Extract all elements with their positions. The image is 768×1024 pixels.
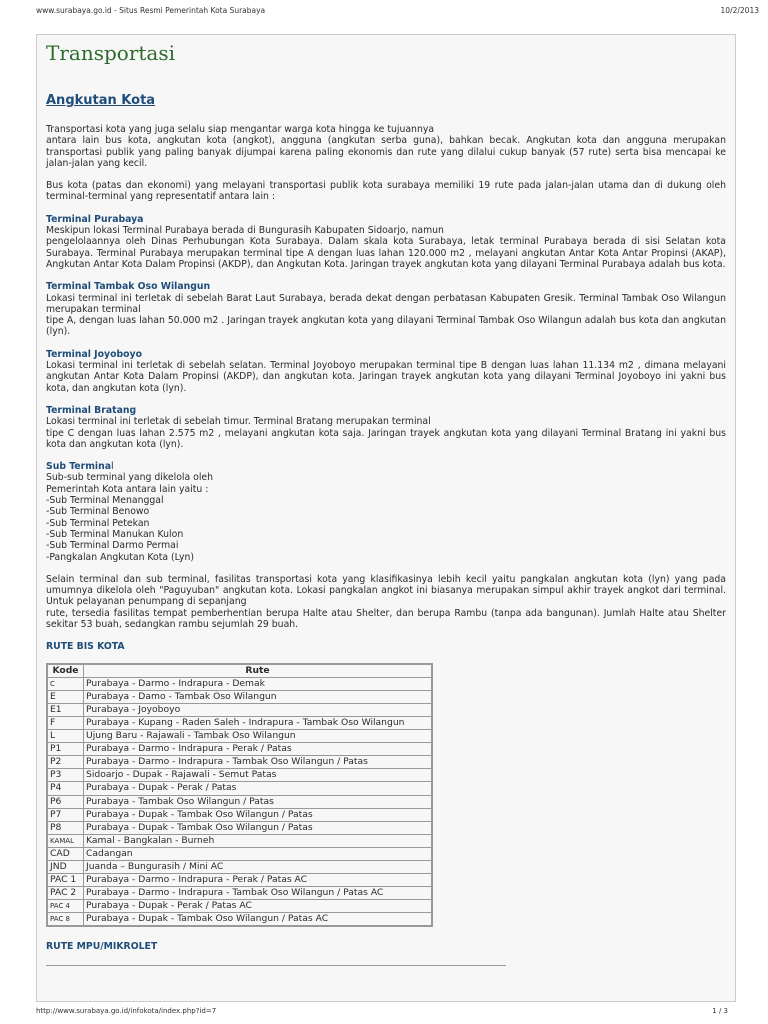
rute-cell: Purabaya - Joyoboyo <box>84 703 433 716</box>
kode-cell: P6 <box>47 795 84 808</box>
table-row <box>47 913 432 927</box>
terminal-bratang-title: Terminal Bratang <box>46 404 137 416</box>
rute-cell: Purabaya - Damo - Tambak Oso Wilangun <box>84 690 433 703</box>
kode-cell: E1 <box>47 703 84 716</box>
table-row <box>47 756 432 769</box>
table-row <box>47 782 432 795</box>
kode-cell: P7 <box>47 808 84 821</box>
kode-cell: PAC 2 <box>47 887 84 900</box>
kode-cell: PAC 8 <box>47 913 84 927</box>
table-row <box>47 769 432 782</box>
terminal-tambak-oso-line-1: Lokasi terminal ini terletak di sebelah Barat Laut Surabaya, berada dekat dengan perbatasan Kabupaten Gresik. Terminal Tambak Oso Wilangun merupakan terminal <box>46 292 726 315</box>
table-body <box>47 677 432 926</box>
rute-cell: Purabaya - Darmo - Indrapura - Tambak Oso Wilangun / Patas AC <box>84 887 433 900</box>
kode-cell: CAD <box>47 847 84 860</box>
kode-cell: L <box>47 730 84 743</box>
table-row <box>47 690 432 703</box>
list-item: -Sub Terminal Darmo Permai <box>46 540 179 552</box>
print-footer <box>36 1007 728 1015</box>
terminal-joyoboyo-title: Terminal Joyoboyo <box>46 348 142 360</box>
table-header-row <box>47 664 432 678</box>
terminal-joyoboyo-line-1: Lokasi terminal ini terletak di sebelah selatan. Terminal Joyoboyo merupakan terminal tipe B dengan luas lahan 11.134 m2 , dimana melayani angkutan Antar Kota Dalam Propinsi (AKDP), dan angkutan kota. Jaringan trayek angkutan kota yang dilayani Terminal Joyoboyo ini yakni bus kota, dan angkutan kota (lyn). <box>46 360 726 394</box>
table-row <box>47 677 432 690</box>
intro-line-2: antara lain bus kota, angkutan kota (angkot), angguna (angkutan serba guna), bahkan becak. Angkutan kota dan angguna merupakan transportasi publik yang paling banyak dijumpai karena paling ekonomis dan rute yang dilalui cukup banyak (57 rute) serta bisa mencapai ke jalan-jalan yang kecil. <box>46 135 726 169</box>
rute-mpu-table-top <box>46 965 506 974</box>
closing-paragraph <box>46 574 726 630</box>
rute-cell: Ujung Baru - Rajawali - Tambak Oso Wilangun <box>84 730 433 743</box>
rute-cell: Juanda – Bungurasih / Mini AC <box>84 860 433 873</box>
intro-paragraph-2: Bus kota (patas dan ekonomi) yang melayani transportasi publik kota surabaya memiliki 19 rute pada jalan-jalan utama dan di dukung oleh terminal-terminal yang representatif antara lain : <box>46 180 726 203</box>
table-row <box>47 821 432 834</box>
rute-cell: Purabaya - Dupak - Tambak Oso Wilangun / Patas <box>84 821 433 834</box>
kode-cell: C <box>47 677 84 690</box>
terminal-tambak-oso <box>46 281 726 337</box>
kode-cell: PAC 1 <box>47 874 84 887</box>
kode-cell: P1 <box>47 743 84 756</box>
kode-cell: F <box>47 716 84 729</box>
rute-cell: Cadangan <box>84 847 433 860</box>
table-row <box>47 716 432 729</box>
sub-terminal <box>46 461 726 563</box>
header-date: 10/2/2013 <box>720 6 759 15</box>
table-row <box>47 795 432 808</box>
table-row <box>47 808 432 821</box>
rute-cell: Purabaya - Kupang - Raden Saleh - Indrapura - Tambak Oso Wilangun <box>84 716 433 729</box>
footer-url: http://www.surabaya.go.id/infokota/index.php?id=7 <box>36 1007 217 1015</box>
kode-cell: P8 <box>47 821 84 834</box>
rute-bis-kota-title: RUTE BIS KOTA <box>46 641 125 653</box>
kode-cell: PAC 4 <box>47 900 84 913</box>
content-panel <box>36 34 736 1002</box>
rute-cell: Purabaya - Darmo - Indrapura - Perak / Patas <box>84 743 433 756</box>
rute-cell: Purabaya - Dupak - Perak / Patas AC <box>84 900 433 913</box>
kode-cell: P2 <box>47 756 84 769</box>
terminal-purabaya-title: Terminal Purabaya <box>46 213 144 225</box>
terminal-purabaya <box>46 214 726 270</box>
table-row <box>47 874 432 887</box>
article <box>37 35 735 974</box>
terminal-bratang <box>46 405 726 450</box>
terminal-purabaya-line-1: Meskipun lokasi Terminal Purabaya berada di Bungurasih Kabupaten Sidoarjo, namun <box>46 225 444 237</box>
list-item: -Sub Terminal Manukan Kulon <box>46 528 184 540</box>
kode-cell: JND <box>47 860 84 873</box>
list-item: -Pangkalan Angkutan Kota (Lyn) <box>46 551 195 563</box>
sub-terminal-title-end: l <box>110 461 114 473</box>
page-number: 1 / 3 <box>712 1007 728 1015</box>
section-title: Angkutan Kota <box>46 93 156 108</box>
rute-cell: Purabaya - Darmo - Indrapura - Demak <box>84 677 433 690</box>
list-item: -Sub Terminal Petekan <box>46 517 150 529</box>
intro-paragraph-1 <box>46 124 726 169</box>
rute-cell: Purabaya - Darmo - Indrapura - Tambak Oso Wilangun / Patas <box>84 756 433 769</box>
terminal-bratang-line-2: tipe C dengan luas lahan 2.575 m2 , melayani angkutan kota saja. Jaringan trayek angkutan kota yang dilayani Terminal Bratang ini yakni bus kota dan angkutan kota (lyn). <box>46 427 726 450</box>
rute-cell: Purabaya - Dupak - Tambak Oso Wilangun / Patas AC <box>84 913 433 927</box>
column-header-rute: Rute <box>84 664 433 678</box>
page-title: Transportasi <box>46 41 175 65</box>
sub-terminal-line-1: Sub-sub terminal yang dikelola oleh <box>46 472 214 484</box>
rute-cell: Purabaya - Darmo - Indrapura - Perak / Patas AC <box>84 874 433 887</box>
rute-cell: Kamal - Bangkalan - Burneh <box>84 834 433 847</box>
sub-terminal-line-2: Pemerintah Kota antara lain yaitu : <box>46 483 209 495</box>
list-item: -Sub Terminal Benowo <box>46 506 150 518</box>
sub-terminal-title: Sub Termina <box>46 461 111 473</box>
rute-cell: Purabaya - Tambak Oso Wilangun / Patas <box>84 795 433 808</box>
terminal-joyoboyo <box>46 349 726 394</box>
header-site-title: www.surabaya.go.id - Situs Resmi Pemerintah Kota Surabaya <box>36 6 266 15</box>
table-row <box>47 730 432 743</box>
kode-cell: P3 <box>47 769 84 782</box>
kode-cell: P4 <box>47 782 84 795</box>
print-header <box>36 6 759 15</box>
rute-cell: Sidoarjo - Dupak - Rajawali - Semut Patas <box>84 769 433 782</box>
table-row <box>47 834 432 847</box>
terminal-tambak-oso-title: Terminal Tambak Oso Wilangun <box>46 281 211 293</box>
column-header-kode: Kode <box>47 664 84 678</box>
table-row <box>47 703 432 716</box>
closing-line-2: rute, tersedia fasilitas tempat pemberhentian berupa Halte atau Shelter, dan berupa Rambu (tanpa ada bangunan). Jumlah Halte atau Shelter sekitar 53 buah, sedangkan rambu sejumlah 29 buah. <box>46 607 726 630</box>
table-row <box>47 743 432 756</box>
table-row <box>47 860 432 873</box>
kode-cell: KAMAL <box>47 834 84 847</box>
closing-line-1: Selain terminal dan sub terminal, fasilitas transportasi kota yang klasifikasinya lebih kecil yaitu pangkalan angkutan kota (lyn) yang pada umumnya dikelola oleh "Paguyuban" angkutan kota. Lokasi pangkalan angkot ini biasanya merupakan simpul akhir trayek angkot dari terminal. Untuk pelayanan penumpang di sepanjang <box>46 573 726 608</box>
list-item: -Sub Terminal Menanggal <box>46 495 164 507</box>
intro-line-1: Transportasi kota yang juga selalu siap mengantar warga kota hingga ke tujuannya <box>46 124 435 135</box>
table-row <box>47 900 432 913</box>
terminal-bratang-line-1: Lokasi terminal ini terletak di sebelah timur. Terminal Bratang merupakan terminal <box>46 416 431 428</box>
table-row <box>47 887 432 900</box>
terminal-tambak-oso-line-2: tipe A, dengan luas lahan 50.000 m2 . Jaringan trayek angkutan kota yang dilayani Terminal Tambak Oso Wilangun adalah bus kota dan angkutan (lyn). <box>46 315 726 338</box>
table-row <box>47 847 432 860</box>
rute-bis-table <box>46 663 433 928</box>
terminal-purabaya-line-2: pengelolaannya oleh Dinas Perhubungan Kota Surabaya. Dalam skala kota Surabaya, letak terminal Purabaya berada di sisi Selatan kota Surabaya. Terminal Purabaya merupakan terminal tipe A dengan luas lahan 120.000 m2 , melayani angkutan Antar Kota Antar Propinsi (AKAP), Angkutan Antar Kota Dalam Propinsi (AKDP), dan Angkutan Kota. Jaringan trayek angkutan kota yang dilayani Terminal Purabaya adalah bus kota. <box>46 236 726 270</box>
rute-cell: Purabaya - Dupak - Tambak Oso Wilangun / Patas <box>84 808 433 821</box>
rute-mpu-title: RUTE MPU/MIKROLET <box>46 941 158 953</box>
rute-cell: Purabaya - Dupak - Perak / Patas <box>84 782 433 795</box>
kode-cell: E <box>47 690 84 703</box>
